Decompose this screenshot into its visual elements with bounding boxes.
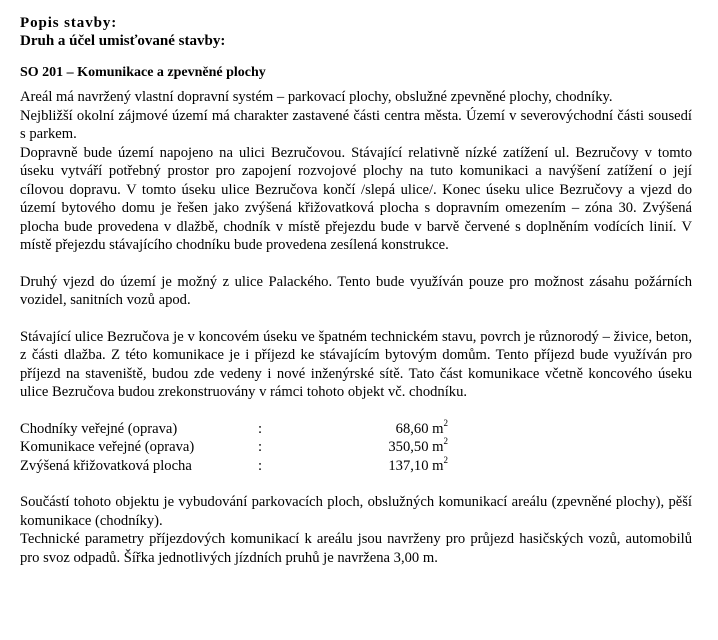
- paragraph-gap: [20, 475, 692, 493]
- document-page: [20, 14, 692, 567]
- area-value-number: 350,50 m: [388, 439, 444, 455]
- area-name: Chodníky veřejné (oprava): [20, 420, 178, 437]
- paragraph: Součástí tohoto objektu je vybudování parkovacích ploch, obslužných komunikací areálu (zpevněné plochy), pěší komunikace (chodníky).: [20, 494, 692, 529]
- area-separator: :: [258, 457, 263, 474]
- area-unit-exponent: 2: [443, 417, 448, 428]
- area-unit-exponent: 2: [443, 436, 448, 447]
- area-value-number: 68,60 m: [395, 420, 444, 437]
- area-row: [20, 454, 692, 476]
- area-separator: :: [258, 420, 263, 437]
- paragraph: Dopravně bude území napojeno na ulici Bezručovou. Stávající relativně nízké zatížení ul. Bezručovy v tomto úseku vytváří potřebný prostor pro zapojení rozvojové plochy na tuto komunikaci a navýšení zatížení o její cílovou dopravu. V tomto úseku ulice Bezručova končí /slepá ulice/. Konec úseku ulice Bezručovy a vjezd do území bytového domu je řešen jako zvýšená křižovatková plocha s dopravním omezením – zóna 30. Zvýšená plocha bude provedena v dlažbě, chodník v místě přejezdu bude v barvě červené s doplněním vodících linií. V místě přejezdu stávajícího chodníku bude provedena zesílená konstrukce.: [20, 144, 692, 253]
- area-unit-exponent: 2: [443, 454, 448, 465]
- area-separator: :: [258, 439, 263, 455]
- paragraph: Technické parametry příjezdových komunikací k areálu jsou navrženy pro průjezd hasičských vozů, automobilů pro svoz odpadů. Šířka jednotlivých jízdních pruhů je navržena 3,00 m.: [20, 531, 692, 566]
- area-table: [20, 417, 692, 476]
- paragraph: Druhý vjezd do území je možný z ulice Palackého. Tento bude využíván pouze pro možnost zásahu požárních vozidel, sanitních vozů apod.: [20, 273, 692, 308]
- paragraph-gap: [20, 402, 692, 420]
- paragraph: Stávající ulice Bezručova je v koncovém úseku ve špatném technickém stavu, povrch je různorodý – živice, beton, z části dlažba. Z této komunikace je i příjezd ke stávajícím bytovým domům. Tento příjezd bude využíván pro příjezd na staveniště, budou zde vedeny i nové inženýrské sítě. Tato část komunikace včetně koncového úseku ulice Bezručova budou zrekonstruovány v rámci tohoto objekt vč. chodníku.: [20, 328, 692, 400]
- area-value: [328, 417, 448, 439]
- area-name: Komunikace veřejné (oprava): [20, 439, 195, 455]
- paragraph: Nejbližší okolní zájmové území má charakter zastavené části centra města. Území v severovýchodní části sousedí s parkem.: [20, 107, 692, 142]
- area-name: Zvýšená křižovatková plocha: [20, 457, 192, 474]
- area-value: [328, 438, 448, 457]
- section-title: SO 201 – Komunikace a zpevněné plochy: [20, 65, 266, 80]
- document-subtitle: Druh a účel umisťované stavby:: [20, 33, 226, 49]
- paragraph: Areál má navržený vlastní dopravní systém – parkovací plochy, obslužné zpevněné plochy, chodníky.: [20, 89, 613, 105]
- area-value-number: 137,10 m: [388, 457, 444, 474]
- area-row: [20, 438, 692, 457]
- document-title: Popis stavby:: [20, 15, 118, 31]
- area-value: [328, 454, 448, 476]
- paragraph-gap: [20, 310, 692, 328]
- area-row: [20, 417, 692, 439]
- paragraph-gap: [20, 255, 692, 273]
